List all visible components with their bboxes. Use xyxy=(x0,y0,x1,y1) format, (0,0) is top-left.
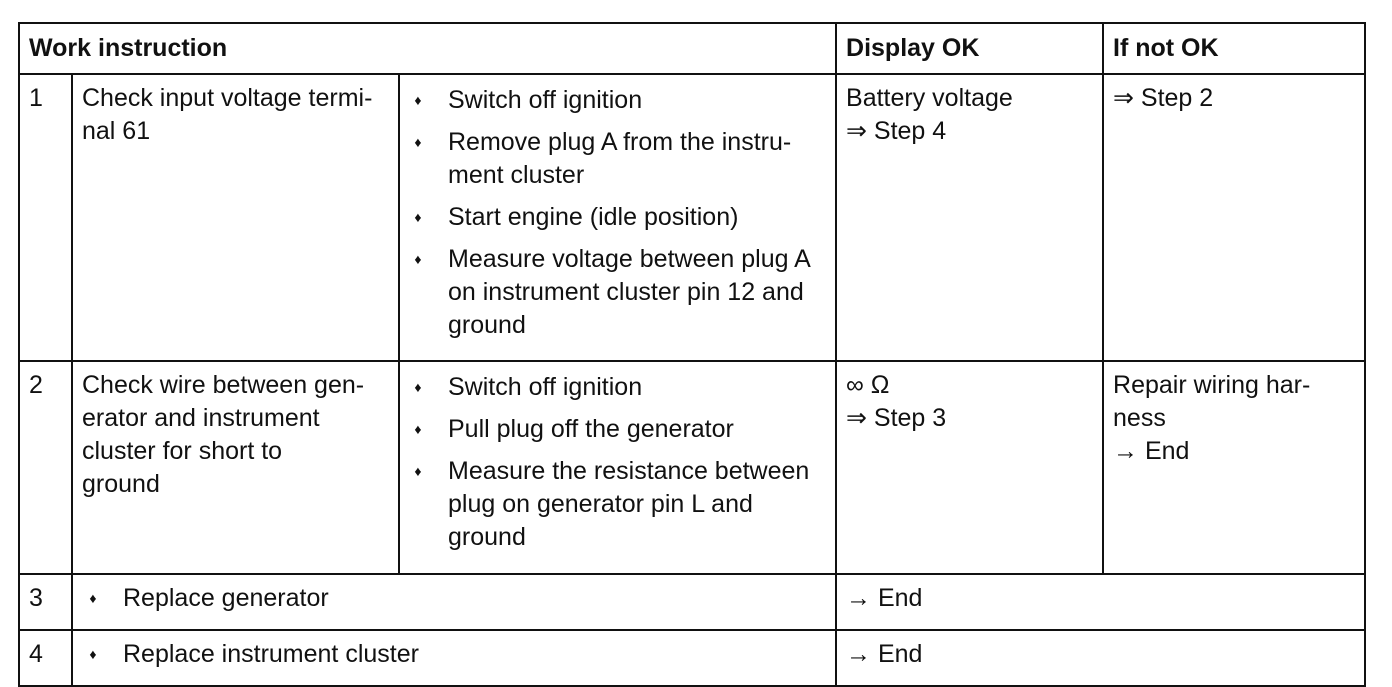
header-if-not-ok: If not OK xyxy=(1103,23,1365,74)
header-display-ok: Display OK xyxy=(836,23,1103,74)
step-description xyxy=(72,74,399,361)
procedure-steps xyxy=(72,630,836,686)
table-row xyxy=(19,74,1365,361)
step-number: 2 xyxy=(19,361,72,574)
display-ok-line: ⇒ Step 4 xyxy=(846,117,947,145)
diamond-bullet-icon: ♦ xyxy=(414,421,422,437)
step-text: ment cluster xyxy=(448,161,585,189)
list-item xyxy=(412,413,829,446)
table-row xyxy=(19,630,1365,686)
step-text: Switch off ignition xyxy=(448,373,643,401)
diamond-bullet-icon: ♦ xyxy=(89,590,97,606)
step-text: Remove plug A from the instru- xyxy=(448,128,792,156)
list-item xyxy=(412,84,829,117)
header-work-instruction: Work instruction xyxy=(19,23,836,74)
diamond-bullet-icon: ♦ xyxy=(89,646,97,662)
work-instruction-table xyxy=(18,22,1366,687)
description-line: cluster for short to xyxy=(82,437,283,465)
step-number: 4 xyxy=(19,630,72,686)
if-not-ok-line: ness xyxy=(1113,404,1166,432)
diamond-bullet-icon: ♦ xyxy=(414,251,422,267)
diamond-bullet-icon: ♦ xyxy=(414,209,422,225)
diamond-bullet-icon: ♦ xyxy=(414,379,422,395)
procedure-steps xyxy=(399,361,836,574)
description-line: Check wire between gen- xyxy=(82,371,365,399)
if-not-ok-line: → End xyxy=(1113,437,1190,465)
step-text: Switch off ignition xyxy=(448,86,643,114)
procedure-steps xyxy=(399,74,836,361)
diamond-bullet-icon: ♦ xyxy=(414,92,422,108)
list-item xyxy=(412,201,829,234)
display-ok-line: ⇒ Step 3 xyxy=(846,404,947,432)
list-item xyxy=(412,243,829,342)
result-cell: → End xyxy=(836,574,1365,630)
display-ok-line: Battery voltage xyxy=(846,84,1013,112)
step-text: Measure the resistance between xyxy=(448,457,810,485)
procedure-list xyxy=(412,371,829,554)
table-row xyxy=(19,574,1365,630)
procedure-steps xyxy=(72,574,836,630)
list-item xyxy=(412,455,829,554)
description-line: nal 61 xyxy=(82,117,151,145)
table-row xyxy=(19,361,1365,574)
if-not-ok-line: ⇒ Step 2 xyxy=(1113,84,1214,112)
description-line: ground xyxy=(82,470,160,498)
procedure-list xyxy=(412,84,829,342)
step-text: Pull plug off the generator xyxy=(448,415,734,443)
step-text: Replace instrument cluster xyxy=(123,640,419,668)
step-number: 1 xyxy=(19,74,72,361)
diamond-bullet-icon: ♦ xyxy=(414,463,422,479)
description-line: Check input voltage termi- xyxy=(82,84,373,112)
if-not-ok-cell xyxy=(1103,361,1365,574)
display-ok-cell xyxy=(836,361,1103,574)
step-text: ground xyxy=(448,523,526,551)
step-text: ground xyxy=(448,311,526,339)
step-text: Replace generator xyxy=(123,584,329,612)
step-text: plug on generator pin L and xyxy=(448,490,753,518)
step-text: Measure voltage between plug A xyxy=(448,245,811,273)
step-number: 3 xyxy=(19,574,72,630)
step-description xyxy=(72,361,399,574)
list-item xyxy=(412,371,829,404)
diamond-bullet-icon: ♦ xyxy=(414,134,422,150)
description-line: erator and instrument xyxy=(82,404,320,432)
list-item xyxy=(412,126,829,192)
result-cell: → End xyxy=(836,630,1365,686)
display-ok-cell xyxy=(836,74,1103,361)
header-row xyxy=(19,23,1365,74)
step-text: Start engine (idle position) xyxy=(448,203,739,231)
step-text: on instrument cluster pin 12 and xyxy=(448,278,804,306)
if-not-ok-cell xyxy=(1103,74,1365,361)
display-ok-line: ∞ Ω xyxy=(846,371,890,399)
if-not-ok-line: Repair wiring har- xyxy=(1113,371,1311,399)
